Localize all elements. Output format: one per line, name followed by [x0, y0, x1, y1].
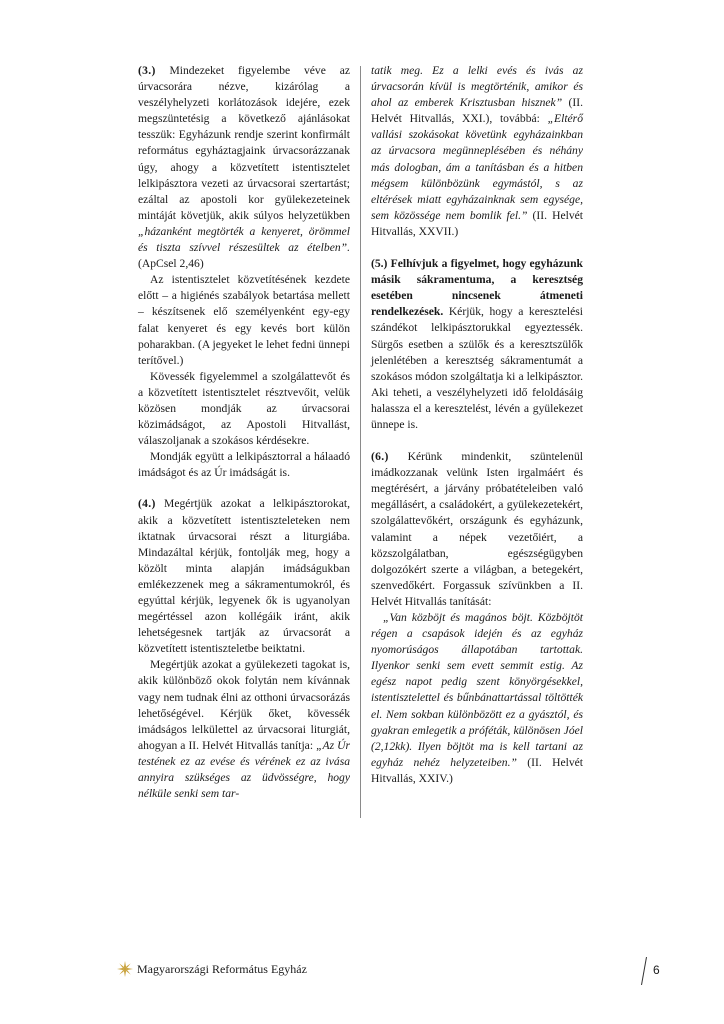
continued-paragraph	[371, 63, 583, 240]
paragraph-3-quote: „házanként megtörték a kenyeret, örömmel és tiszta szívvel részesültek az ételben”.	[138, 224, 350, 255]
continued-reference-2: (II. Helvét Hitvallás, XXVII.)	[371, 208, 584, 238]
section-number-4: (4.)	[138, 497, 156, 511]
paragraph-6-reference: (II. Helvét Hitvallás, XXIV.)	[371, 755, 583, 785]
page-number-rule	[640, 957, 648, 985]
paragraph-6-quote: „Van közböjt és magános böjt. Közböjtöt régen a csapások idején és az egyház nyomorúságos állapotában tartottak. Ilyenkor senki sem evett semmit estig. Az egész napot pedig szent könyörgésekkel, istentisztelettel és bűnbánattartással töltötték el. Nem sokban különbözött ez a gyásztól, és gyakran emlegetik a próféták, különösen Jóel (2,12kk). Ilyen böjtöt ma is kell tartani az egyház nehéz helyzeteiben.”	[371, 611, 583, 769]
paragraph-4	[138, 496, 350, 657]
paragraph-3-text: Mindezeket figyelembe véve az úrvacsorára nézve, kizárólag a veszélyhelyzeti korlátozások idejére, ezek megszüntetésig a következő ajánlásokat tesszük: Egyházunk rendje szerint konfirmált református egyháztagjaink úrvacsorázzanak úgy, ahogy a közvetített istentisztelet lelkipásztora vezeti az úrvacsorai szertartást; ezáltal az apostoli kor gyülekezeteinek mintáját követjük, akik súlyos helyzetükben	[138, 64, 350, 222]
paragraph-6-quote-block	[371, 610, 583, 787]
paragraph-4b-text: Megértjük azokat a gyülekezeti tagokat is, akik különböző okok folytán nem kívánnak vagy nem tudnak élni az otthoni úrvacsorázás lehetőségével. Kérjük őket, kövessék imádságos lelkülettel az úrvacsorai liturgiát, ahogyan a II. Helvét Hitvallás tanítja:	[138, 658, 350, 752]
sunburst-logo-icon	[117, 961, 133, 977]
footer-organization-name: Magyarországi Református Egyház	[137, 962, 307, 976]
paragraph-4b	[138, 657, 350, 802]
section-number-6: (6.)	[371, 450, 389, 464]
paragraph-5-bold: (5.) Felhívjuk a figyelmet, hogy egyházunk másik sákramentuma, a keresztség esetében nincsenek átmeneti rendelkezések.	[371, 257, 583, 319]
column-divider	[360, 66, 361, 818]
paragraph-3d: Mondják együtt a lelkipásztorral a hálaadó imádságot és az Úr imádságát is.	[138, 450, 350, 480]
continued-quote-2: „Eltérő vallási szokásokat követünk egyházainkban az úrvacsora megünneplésében és néhány más dologban, ám a tanításban és a hitben mégsem különbözünk egymástól, s az eltérések miatt egyházainknak sem egysége, sem közössége nem bomlik fel.”	[371, 112, 583, 222]
paragraph-5	[371, 256, 583, 433]
paragraph-4-text: Megértjük azokat a lelkipásztorokat, akik a közvetített istentiszteleteken nem iktatnak úrvacsorai részt a liturgiába. Mindazáltal kérjük, fontolják meg, hogy a közölt minta alapján imádságukban emlékezzenek meg a sákramentumokról, és egyúttal kérjük, legyenek ők is ugyanolyan megértéssel azon kollégáik iránt, akik lehetségesnek tartják az úrvacsorát a közvetített istentiszteletbe beiktatni.	[138, 497, 350, 656]
paragraph-6	[371, 449, 583, 610]
paragraph-3c: Kövessék figyelemmel a szolgálattevőt és a közvetített istentisztelet résztvevőit, velük közösen mondják az úrvacsorai közimádságot, az Apostoli Hitvallást, válaszoljanak a szokásos kérdésekre.	[138, 369, 350, 448]
paragraph-3b: Az istentisztelet közvetítésének kezdete előtt – a higiénés szabályok betartása mellett – készítsenek elő személyenként egy-egy falat kenyeret és egy kevés bort külön poharakban. (A jegyeket le lehet fedni ünnepi terítővel.)	[138, 273, 350, 367]
paragraph-4b-quote: „Az Úr testének ez az evése és vérének ez az ivása annyira szükséges az üdvösségre, hogy nélküle senki sem tar-	[138, 738, 350, 801]
continued-reference: (II. Helvét Hitvallás, XXI.), továbbá:	[371, 96, 583, 126]
section-number-3: (3.)	[138, 64, 156, 77]
right-column	[371, 63, 583, 787]
left-column	[138, 63, 350, 802]
paragraph-3-reference: (ApCsel 2,46)	[138, 257, 204, 271]
page-number: 6	[653, 963, 660, 977]
paragraph-3	[138, 63, 350, 272]
paragraph-6-text: Kérünk mindenkit, szüntelenül imádkozzanak velünk Isten irgalmáért és megtérésért, a járvány próbatételeiben való megállásért, a családokért, a gyülekezetekért, szolgálattevőkért, országunk és egyházunk, valamint a népek vezetőiért, a közszolgálatban, egészségügyben dolgozókért szerte a világban, a betegekért, szenvedőkért. Forgassuk szívünkben a II. Helvét Hitvallás tanítását:	[371, 450, 583, 608]
paragraph-5-text: Kérjük, hogy a keresztelési szándékot lelkipásztorukkal egyeztessék. Sürgős esetben a szülők és a keresztszülők jelenlétében a keresztség sákramentumát a szokásos módon szolgáltatja ki a lelkipásztor. Aki teheti, a veszélyhelyzeti idő feloldásáig halassza el a keresztelést, lévén a gyülekezet ünnepe is.	[371, 305, 583, 431]
continued-quote: tatik meg. Ez a lelki evés és ivás az úrvacsorán kívül is megtörténik, amikor és ahol az emberek Krisztusban hisznek”	[371, 64, 583, 110]
